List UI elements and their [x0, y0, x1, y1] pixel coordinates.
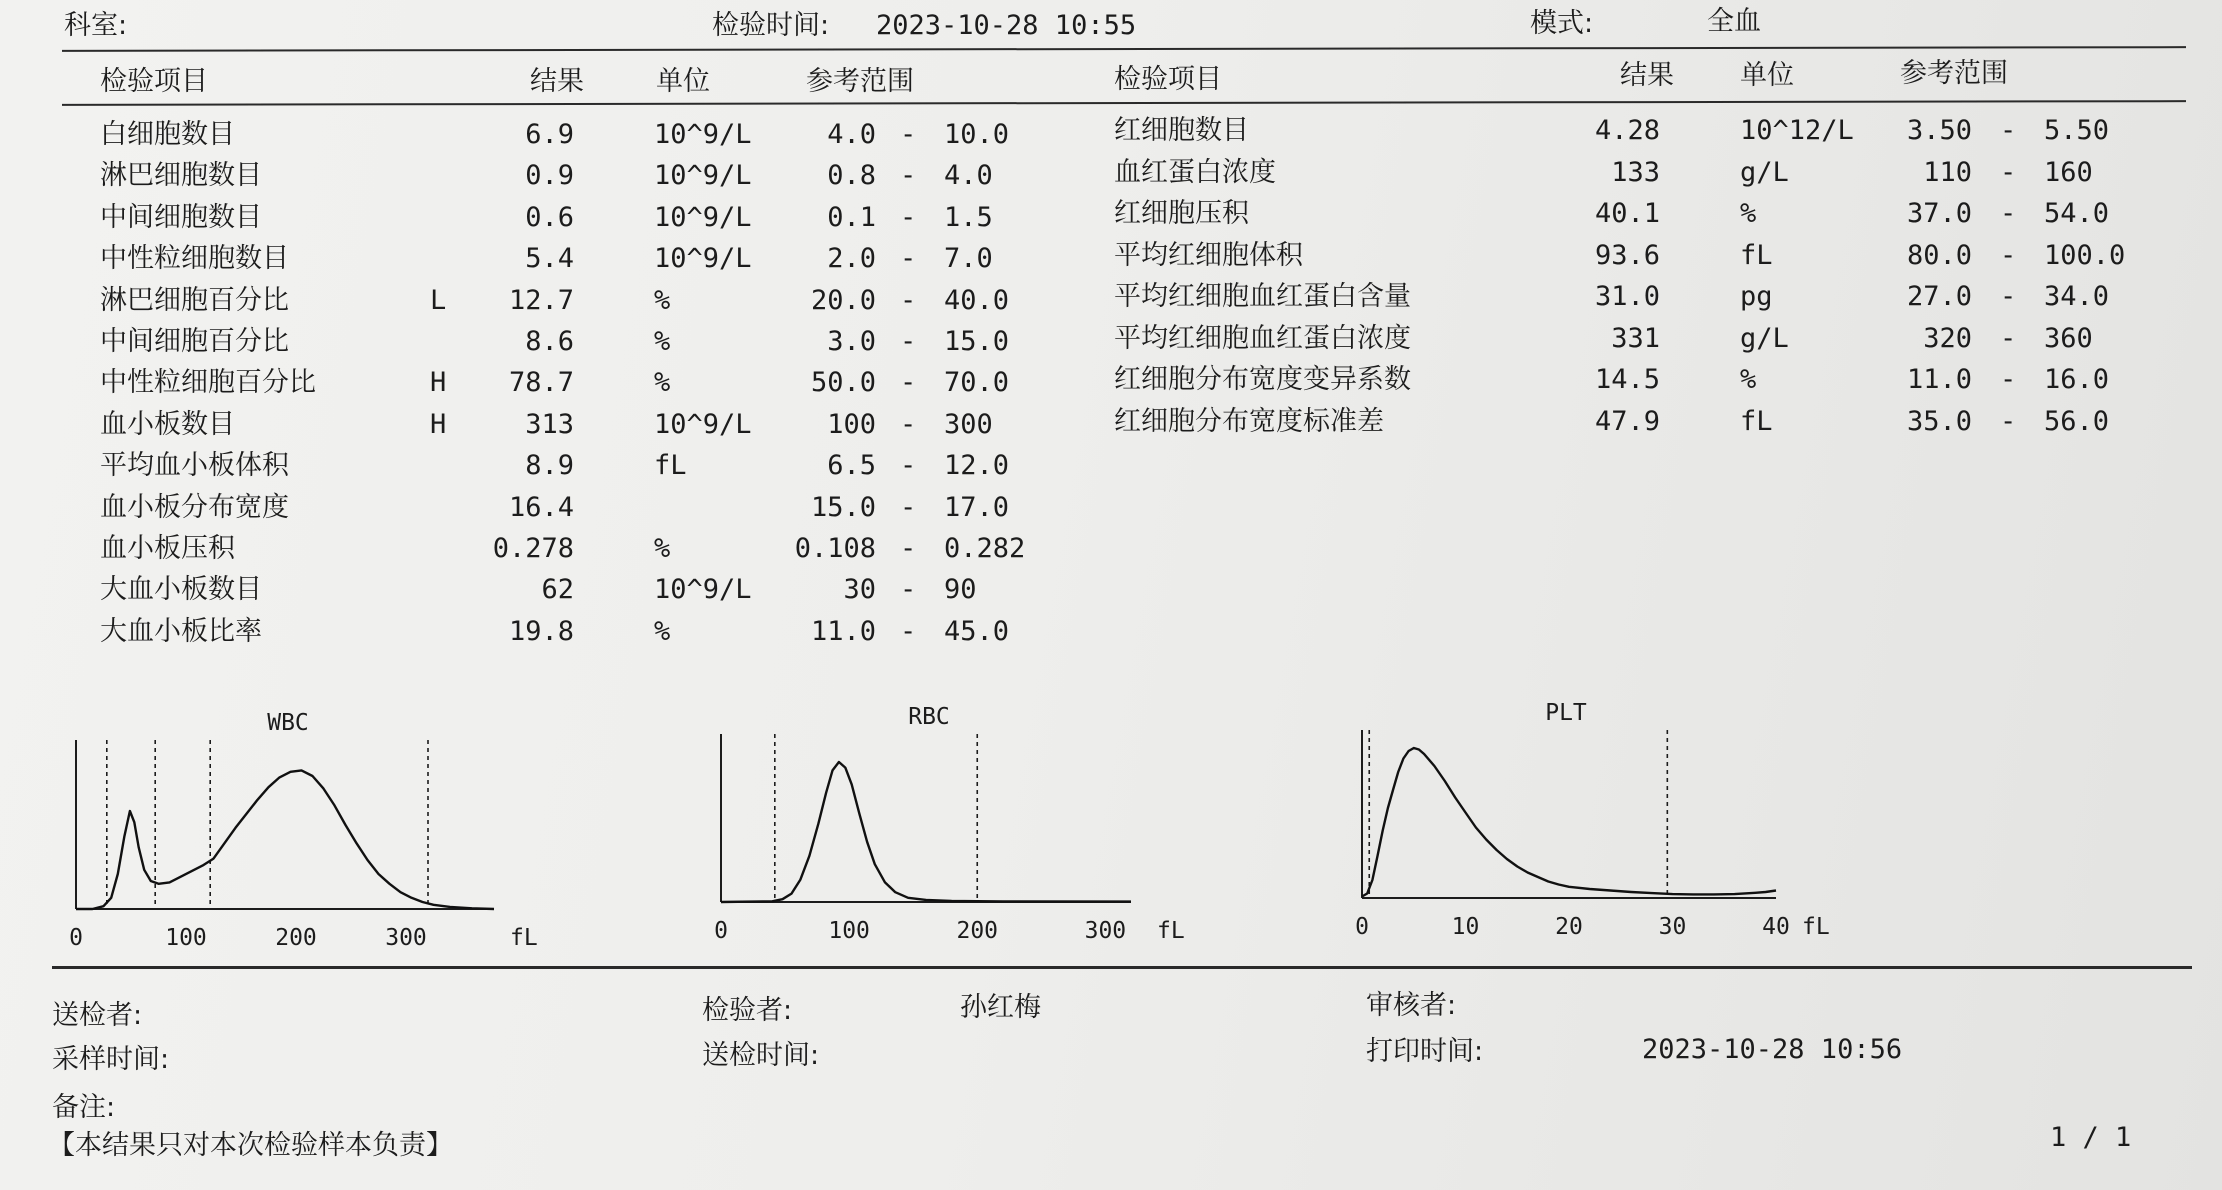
left-row-10-range-low: 0.108: [794, 532, 876, 564]
right-row-1-range-low: 110: [1923, 156, 1972, 188]
right-row-0-item-name: 红细胞数目: [1114, 115, 1249, 146]
left-row-11-range-high: 90: [944, 574, 977, 606]
left-row-5-range-low: 3.0: [827, 325, 876, 357]
right-row-7-range-high: 56.0: [2044, 405, 2110, 437]
left-row-12-result: 19.8: [508, 615, 574, 647]
mode-value: 全血: [1707, 6, 1761, 37]
left-row-6-range-dash: -: [900, 367, 917, 399]
left-row-11-range-dash: -: [900, 574, 917, 606]
left-row-3-range-high: 7.0: [944, 243, 993, 275]
right-row-6-result: 14.5: [1594, 364, 1660, 395]
left-row-4-flag: L: [430, 284, 447, 316]
left-row-1-unit: 10^9/L: [654, 160, 752, 192]
wbc-unit-label: fL: [510, 925, 538, 951]
left-row-11-range-low: 30: [843, 574, 876, 606]
left-row-2-unit: 10^9/L: [654, 201, 752, 233]
left-col-range-header: 参考范围: [806, 66, 914, 97]
left-row-0-result: 6.9: [525, 119, 574, 150]
left-row-3-result: 5.4: [525, 243, 574, 275]
left-row-8-range-dash: -: [900, 450, 917, 482]
test-time-value: 2023-10-28 10:55: [876, 10, 1137, 41]
wbc-title: WBC: [267, 710, 309, 736]
right-row-6-range-high: 16.0: [2044, 364, 2110, 395]
left-row-1-item-name: 淋巴细胞数目: [100, 160, 262, 192]
left-row-5-unit: %: [654, 325, 671, 357]
right-row-4-result: 31.0: [1594, 281, 1660, 312]
right-col-range-header: 参考范围: [1900, 58, 2008, 89]
left-col-result-header: 结果: [530, 66, 584, 97]
wbc-tick-label-0: 0: [69, 925, 83, 951]
left-row-6-range-low: 50.0: [810, 367, 876, 399]
right-row-2-range-low: 37.0: [1906, 198, 1972, 229]
left-row-7-unit: 10^9/L: [654, 408, 752, 440]
left-row-10-range-dash: -: [900, 532, 917, 564]
plt-title: PLT: [1545, 700, 1587, 726]
right-row-1-range-dash: -: [2000, 156, 2017, 188]
right-row-6-unit: %: [1740, 364, 1757, 395]
left-row-7-range-high: 300: [944, 408, 993, 440]
right-row-6-range-low: 11.0: [1906, 364, 1972, 395]
left-row-10-item-name: 血小板压积: [100, 532, 235, 564]
submit-time-label: 送检时间:: [702, 1040, 820, 1071]
wbc-tick-label-1: 100: [165, 925, 207, 951]
plt-tick-label-0: 0: [1355, 914, 1369, 940]
left-row-3-unit: 10^9/L: [654, 243, 752, 275]
left-row-12-item-name: 大血小板比率: [100, 615, 262, 647]
left-row-3-flag: [430, 238, 470, 279]
right-row-4-range-low: 27.0: [1906, 281, 1972, 312]
left-row-8-unit: fL: [654, 450, 687, 482]
right-row-2-range-dash: -: [2000, 198, 2017, 229]
left-row-0-flag: [430, 114, 470, 155]
mode-label: 模式:: [1530, 8, 1594, 39]
left-row-9-flag: [430, 487, 470, 528]
left-row-6-flag: H: [430, 367, 447, 399]
right-row-5-result: 331: [1611, 322, 1660, 354]
right-row-3-unit: fL: [1740, 239, 1773, 271]
left-row-6-item-name: 中性粒细胞百分比: [100, 367, 316, 399]
right-row-1-range-high: 160: [2044, 156, 2093, 188]
plt-tick-label-2: 20: [1555, 914, 1583, 940]
left-row-0-range-high: 10.0: [944, 119, 1010, 150]
left-row-1-range-high: 4.0: [944, 160, 993, 192]
right-row-1-result: 133: [1611, 156, 1660, 188]
rbc-histogram: [705, 700, 1205, 950]
right-row-0-unit: 10^12/L: [1740, 115, 1854, 146]
right-row-5-unit: g/L: [1740, 322, 1789, 354]
right-row-1-item-name: 血红蛋白浓度: [1114, 156, 1276, 188]
rbc-unit-label: fL: [1157, 918, 1185, 944]
left-row-9-item-name: 血小板分布宽度: [100, 491, 289, 523]
test-time-label: 检验时间:: [712, 10, 830, 41]
right-row-4-range-high: 34.0: [2044, 281, 2110, 312]
left-row-5-flag: [430, 321, 470, 362]
right-row-3-range-dash: -: [2000, 239, 2017, 271]
left-row-6-unit: %: [654, 367, 671, 399]
remarks-label: 备注:: [52, 1092, 116, 1123]
left-row-1-range-low: 0.8: [827, 160, 876, 192]
right-col-result-header: 结果: [1620, 60, 1674, 91]
right-row-3-item-name: 平均红细胞体积: [1114, 239, 1303, 271]
left-row-0-range-low: 4.0: [827, 119, 876, 150]
left-row-4-result: 12.7: [508, 284, 574, 316]
right-row-0-range-dash: -: [2000, 115, 2017, 146]
left-row-6-range-high: 70.0: [944, 367, 1010, 399]
wbc-tick-label-3: 300: [385, 925, 427, 951]
left-row-7-item-name: 血小板数目: [100, 408, 235, 440]
left-row-11-unit: 10^9/L: [654, 574, 752, 606]
left-row-1-flag: [430, 155, 470, 196]
left-row-8-item-name: 平均血小板体积: [100, 450, 289, 482]
left-row-9-range-low: 15.0: [810, 491, 876, 523]
right-col-unit-header: 单位: [1740, 60, 1794, 91]
left-row-11-item-name: 大血小板数目: [100, 574, 262, 606]
left-row-9-range-high: 17.0: [944, 491, 1010, 523]
right-row-0-range-low: 3.50: [1906, 115, 1972, 146]
print-time-label: 打印时间:: [1366, 1036, 1484, 1067]
left-row-9-result: 16.4: [508, 491, 574, 523]
right-row-7-result: 47.9: [1594, 405, 1660, 437]
wbc-curve: [76, 770, 494, 909]
left-row-2-result: 0.6: [525, 201, 574, 233]
tester-label: 检验者:: [702, 995, 793, 1026]
right-row-4-item-name: 平均红细胞血红蛋白含量: [1114, 281, 1411, 312]
plt-unit-label: fL: [1802, 914, 1830, 940]
right-col-item-header: 检验项目: [1114, 64, 1222, 95]
left-row-4-item-name: 淋巴细胞百分比: [100, 284, 289, 316]
left-row-5-range-dash: -: [900, 325, 917, 357]
left-row-2-range-high: 1.5: [944, 201, 993, 233]
left-row-3-range-dash: -: [900, 243, 917, 275]
left-row-10-result: 0.278: [492, 532, 574, 564]
left-row-4-range-dash: -: [900, 284, 917, 316]
left-row-10-flag: [430, 528, 470, 569]
left-row-11-flag: [430, 569, 470, 610]
right-row-5-range-low: 320: [1923, 322, 1972, 354]
left-row-2-flag: [430, 197, 470, 238]
left-row-2-range-dash: -: [900, 201, 917, 233]
right-row-7-item-name: 红细胞分布宽度标准差: [1114, 405, 1384, 437]
left-row-1-result: 0.9: [525, 160, 574, 192]
right-row-5-range-dash: -: [2000, 322, 2017, 354]
right-row-2-result: 40.1: [1594, 198, 1660, 229]
left-row-2-range-low: 0.1: [827, 201, 876, 233]
left-col-unit-header: 单位: [656, 66, 710, 97]
rbc-tick-label-0: 0: [714, 918, 728, 944]
left-row-3-range-low: 2.0: [827, 243, 876, 275]
left-row-8-result: 8.9: [525, 450, 574, 482]
submitter-label: 送检者:: [52, 1000, 143, 1031]
left-row-0-range-dash: -: [900, 119, 917, 150]
header-top-rule: [62, 46, 2186, 52]
page-number: 1 / 1: [2050, 1122, 2132, 1153]
left-row-4-unit: %: [654, 284, 671, 316]
left-row-11-result: 62: [541, 574, 574, 606]
left-row-7-flag: H: [430, 408, 447, 440]
disclaimer-text: 【本结果只对本次检验样本负责】: [48, 1130, 453, 1161]
right-row-5-range-high: 360: [2044, 322, 2093, 354]
right-row-2-item-name: 红细胞压积: [1114, 198, 1249, 229]
right-row-0-result: 4.28: [1594, 115, 1660, 146]
left-row-5-result: 8.6: [525, 325, 574, 357]
right-row-2-unit: %: [1740, 198, 1757, 229]
department-label: 科室:: [64, 10, 128, 41]
right-row-0-range-high: 5.50: [2044, 115, 2110, 146]
left-row-12-range-dash: -: [900, 615, 917, 647]
right-row-3-range-low: 80.0: [1906, 239, 1972, 271]
left-row-4-range-high: 40.0: [944, 284, 1010, 316]
right-row-7-unit: fL: [1740, 405, 1773, 437]
rbc-tick-label-3: 300: [1084, 918, 1127, 944]
left-row-8-flag: [430, 445, 470, 486]
plt-histogram: [1350, 698, 1850, 948]
rbc-tick-label-1: 100: [828, 918, 870, 944]
left-row-12-range-high: 45.0: [944, 615, 1010, 647]
right-row-3-result: 93.6: [1594, 239, 1660, 271]
rbc-tick-label-2: 200: [956, 918, 999, 944]
left-row-0-unit: 10^9/L: [654, 119, 752, 150]
right-row-7-range-dash: -: [2000, 405, 2017, 437]
right-row-6-range-dash: -: [2000, 364, 2017, 395]
rbc-curve: [721, 762, 1131, 902]
plt-tick-label-3: 30: [1658, 914, 1687, 940]
plt-curve: [1362, 748, 1776, 897]
right-row-4-range-dash: -: [2000, 281, 2017, 312]
left-row-12-unit: %: [654, 615, 671, 647]
plt-tick-label-4: 40: [1762, 914, 1790, 940]
tester-name: 孙红梅: [960, 992, 1041, 1023]
right-row-6-item-name: 红细胞分布宽度变异系数: [1114, 364, 1411, 395]
left-row-5-item-name: 中间细胞百分比: [100, 325, 289, 357]
sample-time-label: 采样时间:: [52, 1044, 170, 1075]
left-row-9-unit: [654, 487, 752, 528]
plt-tick-label-1: 10: [1451, 914, 1480, 940]
left-row-2-item-name: 中间细胞数目: [100, 201, 262, 233]
right-row-2-range-high: 54.0: [2044, 198, 2110, 229]
left-row-7-range-low: 100: [827, 408, 876, 440]
wbc-tick-label-2: 200: [275, 925, 317, 951]
left-row-5-range-high: 15.0: [944, 325, 1010, 357]
left-col-item-header: 检验项目: [100, 66, 208, 97]
right-row-4-unit: pg: [1740, 281, 1773, 312]
left-row-10-range-high: 0.282: [944, 532, 1026, 564]
left-row-12-range-low: 11.0: [810, 615, 876, 647]
right-row-3-range-high: 100.0: [2044, 239, 2126, 271]
print-time-value: 2023-10-28 10:56: [1642, 1034, 1903, 1065]
left-row-12-flag: [430, 611, 470, 652]
left-row-9-range-dash: -: [900, 491, 917, 523]
left-row-10-unit: %: [654, 532, 671, 564]
left-row-7-result: 313: [525, 408, 574, 440]
footer-top-rule: [52, 966, 2192, 969]
left-row-7-range-dash: -: [900, 408, 917, 440]
left-row-3-item-name: 中性粒细胞数目: [100, 243, 289, 275]
rbc-title: RBC: [908, 704, 950, 730]
wbc-histogram: [60, 700, 560, 950]
reviewer-label: 审核者:: [1366, 990, 1457, 1021]
left-row-8-range-high: 12.0: [944, 450, 1010, 482]
right-row-5-item-name: 平均红细胞血红蛋白浓度: [1114, 322, 1411, 354]
left-row-8-range-low: 6.5: [827, 450, 876, 482]
right-row-1-unit: g/L: [1740, 156, 1789, 188]
left-row-6-result: 78.7: [508, 367, 574, 399]
left-row-1-range-dash: -: [900, 160, 917, 192]
left-row-4-range-low: 20.0: [810, 284, 876, 316]
left-row-0-item-name: 白细胞数目: [100, 119, 235, 150]
right-row-7-range-low: 35.0: [1906, 405, 1972, 437]
header-bottom-rule: [62, 100, 2186, 106]
